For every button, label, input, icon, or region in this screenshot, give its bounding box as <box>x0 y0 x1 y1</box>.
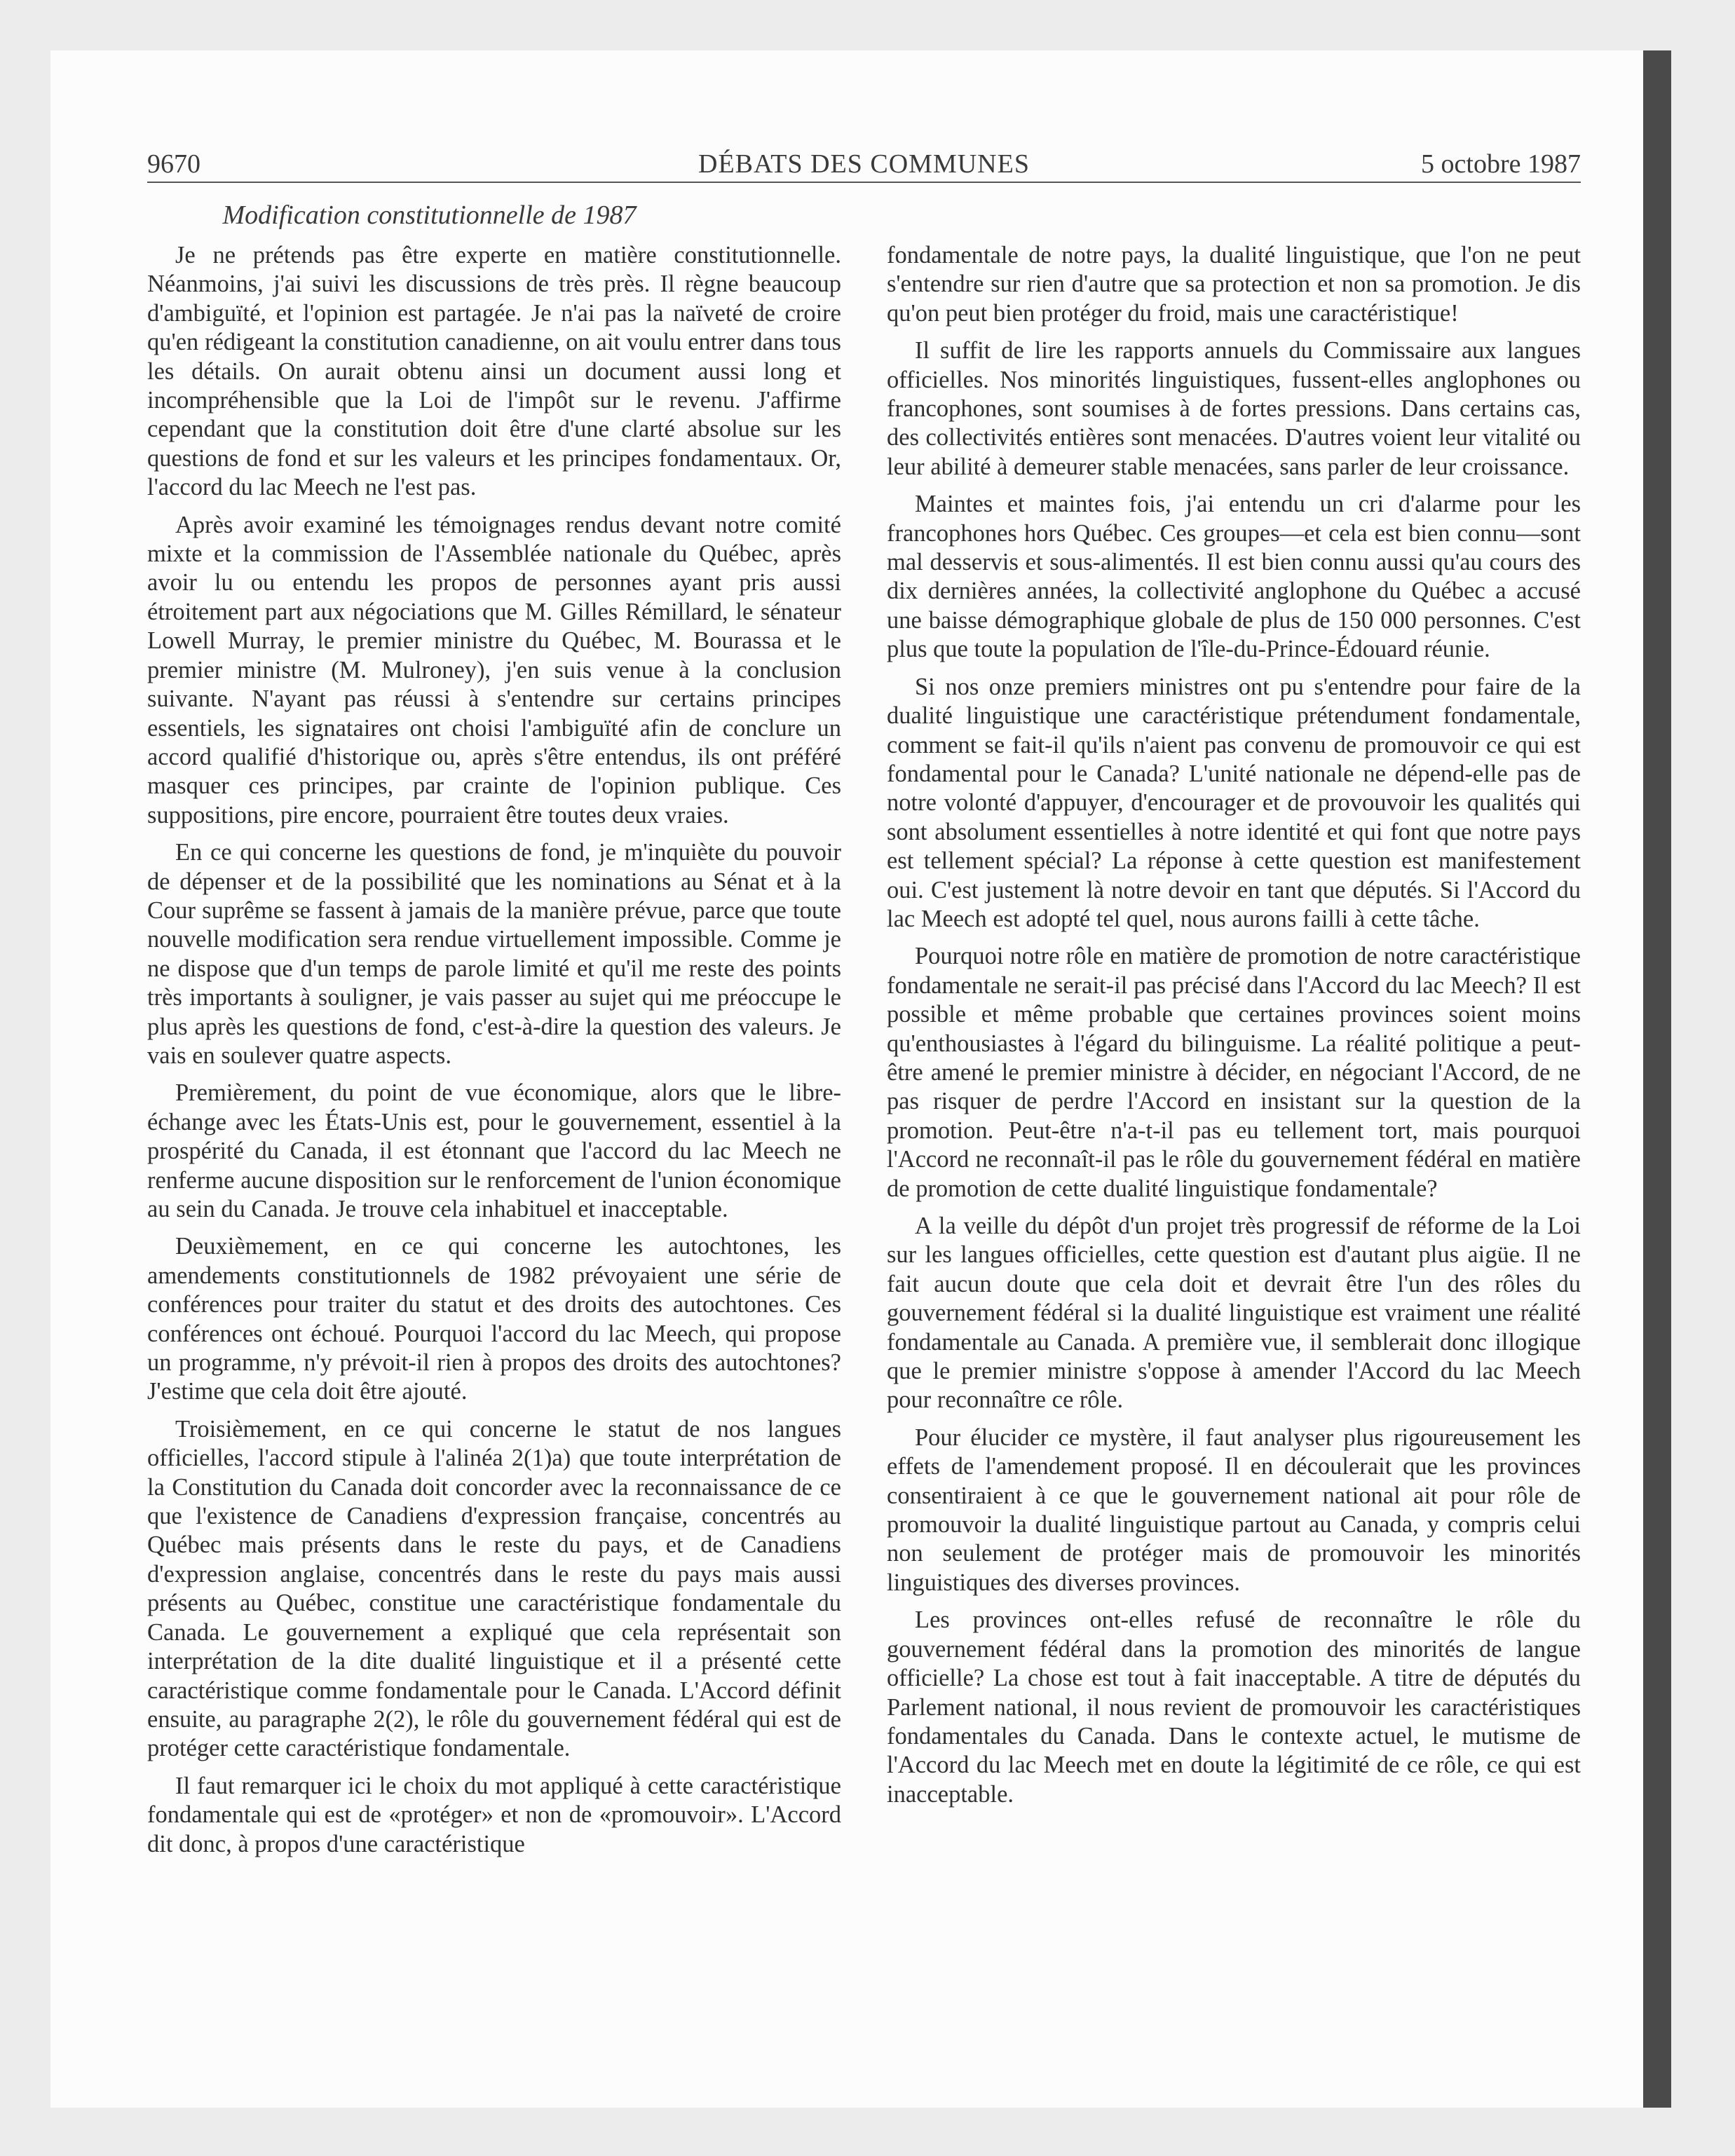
section-subtitle: Modification constitutionnelle de 1987 <box>222 200 637 230</box>
paragraph: Deuxièmement, en ce qui concerne les autochtones, les amendements constitutionnels de 1982 prévoyaient une série de conférences pour traiter du statut et des droits des autochtones. Ces conférences ont échoué. Pourquoi l'accord du lac Meech, qui propose un programme, n'y prévoit-il rien à propos des droits des autochtones? J'estime que cela doit être ajouté. <box>147 1233 841 1405</box>
paragraph: Si nos onze premiers ministres ont pu s'entendre pour faire de la dualité linguistique une caractéristique prétendument fondamentale, comment se fait-il qu'ils n'aient pas convenu de promouvoir ce qui est fondamental pour le Canada? L'unité nationale ne dépend-elle pas de notre volonté d'appuyer, d'encourager et de provouvoir les qualités qui sont absolument essentielles à notre identité et qui font que notre pays est tellement spécial? La réponse à cette question est manifestement oui. C'est justement là notre devoir en tant que députés. Si l'Accord du lac Meech est adopté tel quel, nous aurons failli à cette tâche. <box>887 673 1581 932</box>
paragraph: Après avoir examiné les témoignages rendus devant notre comité mixte et la commission de l'Assemblée nationale du Québec, après avoir lu ou entendu les propos de personnes ayant pris aussi étroitement part aux négociations que M. Gilles Rémillard, le sénateur Lowell Murray, le premier ministre du Québec, M. Bourassa et le premier ministre (M. Mulroney), j'en suis venue à la conclusion suivante. N'ayant pas réussi à s'entendre sur certains principes essentiels, les signataires ont choisi l'ambiguïté afin de conclure un accord qualifié d'historique ou, après s'être entendus, ils ont préféré masquer ces principes, par crainte de l'opinion publique. Ces suppositions, pire encore, pourraient être toutes deux vraies. <box>147 511 841 828</box>
publication-date: 5 octobre 1987 <box>1421 149 1581 179</box>
paragraph: Il faut remarquer ici le choix du mot appliqué à cette caractéristique fondamentale qui est de «protéger» et non de «promouvoir». L'Accord dit donc, à propos d'une caractéristique <box>147 1772 841 1857</box>
paragraph: A la veille du dépôt d'un projet très progressif de réforme de la Loi sur les langues officielles, cette question est d'autant plus aigüe. Il ne fait aucun doute que cela doit et devrait être l'un des rôles du gouvernement fédéral si la dualité linguistique est vraiment une réalité fondamentale au Canada. A première vue, il semblerait donc illogique que le premier ministre s'oppose à amender l'Accord du lac Meech pour reconnaître ce rôle. <box>887 1213 1581 1414</box>
paragraph: Pourquoi notre rôle en matière de promotion de notre caractéristique fondamentale ne serait-il pas précisé dans l'Accord du lac Meech? Il est possible et même probable que certaines provinces soient moins qu'enthousiastes à l'égard du bilinguisme. La réalité politique a peut-être amené le premier ministre à décider, en négociant l'Accord, de ne pas risquer de perdre l'Accord en insistant sur la question de la promotion. Peut-être n'a-t-il pas eu tellement tort, mais pourquoi l'Accord ne reconnaît-il pas le rôle du gouvernement fédéral en matière de promotion de cette dualité linguistique fondamentale? <box>887 943 1581 1202</box>
page-header <box>147 149 1581 179</box>
paragraph: fondamentale de notre pays, la dualité linguistique, que l'on ne peut s'entendre sur rien d'autre que sa protection et non sa promotion. Je dis qu'on peut bien protéger du froid, mais une caractéristique! <box>887 242 1581 327</box>
paragraph: Troisièmement, en ce qui concerne le statut de nos langues officielles, l'accord stipule à l'alinéa 2(1)a) que toute interprétation de la Constitution du Canada doit concorder avec la reconnaissance de ce que l'existence de Canadiens d'expression française, concentrés au Québec mais présents dans le reste du pays, et de Canadiens d'expression anglaise, concentrés dans le reste du pays mais aussi présents au Québec, constitue une caractéristique fondamentale du Canada. Le gouvernement a expliqué que cela représentait son interprétation de la dite dualité linguistique et il a présenté cette caractéristique comme fondamentale pour le Canada. L'Accord définit ensuite, au paragraphe 2(2), le rôle du gouvernement fédéral qui est de protéger cette caractéristique fondamentale. <box>147 1415 841 1762</box>
paragraph: Il suffit de lire les rapports annuels du Commissaire aux langues officielles. Nos minorités linguistiques, fussent-elles anglophones ou francophones, sont soumises à de fortes pressions. Dans certains cas, des collectivités entières sont menacées. D'autres voient leur vitalité ou leur abilité à demeurer stable menacées, sans parler de leur croissance. <box>887 337 1581 480</box>
page-number: 9670 <box>147 149 200 179</box>
paragraph: Les provinces ont-elles refusé de reconnaître le rôle du gouvernement fédéral dans la promotion des minorités de langue officielle? La chose est tout à fait inacceptable. A titre de députés du Parlement national, il nous revient de promouvoir les caractéristiques fondamentales du Canada. Dans le contexte actuel, le mutisme de l'Accord du lac Meech met en doute la légitimité de ce rôle, ce qui est inacceptable. <box>887 1606 1581 1808</box>
header-rule <box>147 182 1581 183</box>
publication-title: DÉBATS DES COMMUNES <box>698 149 1030 179</box>
paragraph: Pour élucider ce mystère, il faut analyser plus rigoureusement les effets de l'amendement proposé. Il en découlerait que les provinces consentiraient à ce que le gouvernement national ait pour rôle de promouvoir la dualité linguistique partout au Canada, y compris celui non seulement de protéger mais de promouvoir les minorités linguistiques des diverses provinces. <box>887 1424 1581 1596</box>
paragraph: Je ne prétends pas être experte en matière constitutionnelle. Néanmoins, j'ai suivi les discussions de très près. Il règne beaucoup d'ambiguïté, et l'opinion est partagée. Je n'ai pas la naïveté de croire qu'en rédigeant la constitution canadienne, on ait voulu entrer dans tous les détails. On aurait obtenu ainsi un document aussi long et incompréhensible que la Loi de l'impôt sur le revenu. J'affirme cependant que la constitution doit être d'une clarté absolue sur les questions de fond et sur les valeurs et les principes fondamentaux. Or, l'accord du lac Meech ne l'est pas. <box>147 242 841 501</box>
left-column <box>147 241 841 1867</box>
paragraph: Premièrement, du point de vue économique, alors que le libre-échange avec les États-Unis est, pour le gouvernement, essentiel à la prospérité du Canada, il est étonnant que l'accord du lac Meech ne renferme aucune disposition sur le renforcement de l'union économique au sein du Canada. Je trouve cela inhabituel et inacceptable. <box>147 1079 841 1222</box>
scan-edge-bar <box>1643 50 1671 2108</box>
paragraph: En ce qui concerne les questions de fond, je m'inquiète du pouvoir de dépenser et de la possibilité que les nominations au Sénat et à la Cour suprême se fassent à jamais de la manière prévue, parce que toute nouvelle modification sera rendue virtuellement impossible. Comme je ne dispose que d'un temps de parole limité et qu'il me reste des points très importants à souligner, je vais passer au sujet qui me préoccupe le plus après les questions de fond, c'est-à-dire la question des valeurs. Je vais en soulever quatre aspects. <box>147 839 841 1069</box>
right-column <box>887 241 1581 1817</box>
paragraph: Maintes et maintes fois, j'ai entendu un cri d'alarme pour les francophones hors Québec. Ces groupes—et cela est bien connu—sont mal desservis et sous-alimentés. Il est bien connu aussi qu'au cours des dix dernières années, la collectivité anglophone du Québec a accusé une baisse démographique globale de plus de 150 000 personnes. C'est plus que toute la population de l'île-du-Prince-Édouard réunie. <box>887 491 1581 663</box>
